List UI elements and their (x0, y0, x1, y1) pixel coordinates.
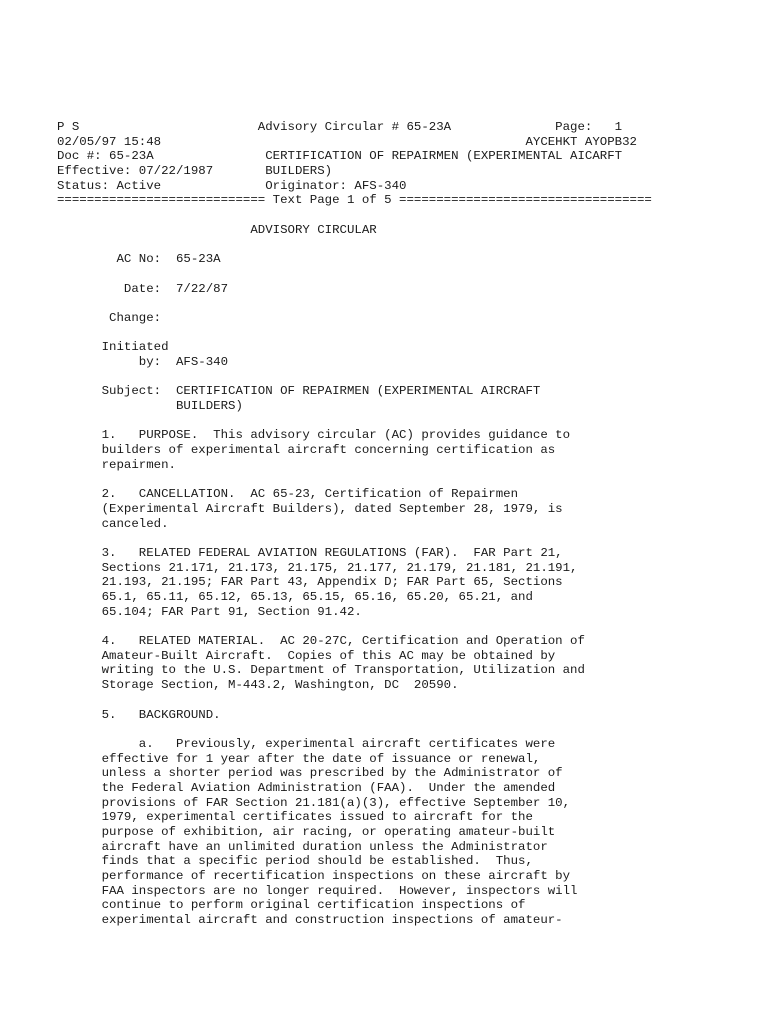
paragraph-line: 1979, experimental certificates issued to aircraft for the (57, 810, 533, 825)
paragraph-line: 21.193, 21.195; FAR Part 43, Appendix D; FAR Part 65, Sections (57, 575, 563, 590)
subject-field-continued: BUILDERS) (57, 399, 243, 414)
paragraph-line: 4. RELATED MATERIAL. AC 20-27C, Certification and Operation of (57, 634, 585, 649)
paragraph-line: FAA inspectors are no longer required. However, inspectors will (57, 883, 578, 898)
document-page (57, 120, 767, 928)
header-line: 02/05/97 15:48 AYCEHKT AYOPB32 (57, 134, 637, 149)
section-purpose (57, 428, 767, 472)
page-title: ADVISORY CIRCULAR (57, 222, 377, 237)
paragraph-line: repairmen. (57, 457, 176, 472)
paragraph-line: writing to the U.S. Department of Transportation, Utilization and (57, 663, 585, 678)
paragraph-line: purpose of exhibition, air racing, or operating amateur-built (57, 825, 556, 839)
paragraph-line: a. Previously, experimental aircraft certificates were (57, 736, 556, 751)
ac-number-field: AC No: 65-23A (57, 252, 221, 267)
paragraph-line: 3. RELATED FEDERAL AVIATION REGULATIONS (FAR). FAR Part 21, (57, 545, 563, 560)
paragraph-line: the Federal Aviation Administration (FAA). Under the amended (57, 780, 556, 795)
paragraph-line: provisions of FAR Section 21.181(a)(3), effective September 10, (57, 795, 571, 810)
document-header (57, 120, 767, 208)
paragraph-line: aircraft have an unlimited duration unless the Administrator (57, 839, 548, 854)
header-line: Status: Active Originator: AFS-340 (57, 178, 407, 193)
initiated-by-field: by: AFS-340 (57, 355, 229, 369)
section-related-far (57, 546, 767, 619)
paragraph-line: continue to perform original certification inspections of (57, 898, 526, 913)
change-field: Change: (57, 310, 162, 325)
section-background-paragraph-a (57, 737, 767, 928)
paragraph-line: Amateur-Built Aircraft. Copies of this AC may be obtained by (57, 648, 556, 663)
paragraph-line: builders of experimental aircraft concerning certification as (57, 443, 556, 458)
header-line: Effective: 07/22/1987 BUILDERS) (57, 164, 333, 179)
paragraph-line: 65.1, 65.11, 65.12, 65.13, 65.15, 65.16, 65.20, 65.21, and (57, 590, 533, 604)
subject-field: Subject: CERTIFICATION OF REPAIRMEN (EXPERIMENTAL AIRCRAFT (57, 384, 541, 399)
section-cancellation (57, 487, 767, 531)
paragraph-line: performance of recertification inspections on these aircraft by (57, 869, 571, 884)
paragraph-line: experimental aircraft and construction inspections of amateur- (57, 913, 563, 928)
paragraph-line: 65.104; FAR Part 91, Section 91.42. (57, 604, 362, 619)
paragraph-line: finds that a specific period should be established. Thus, (57, 854, 533, 869)
paragraph-line: unless a shorter period was prescribed by the Administrator of (57, 766, 563, 781)
date-field: Date: 7/22/87 (57, 281, 229, 296)
section-background-heading: 5. BACKGROUND. (57, 707, 221, 722)
paragraph-line: 2. CANCELLATION. AC 65-23, Certification of Repairmen (57, 487, 519, 502)
initiated-field: Initiated (57, 340, 169, 355)
paragraph-line: Sections 21.171, 21.173, 21.175, 21.177, 21.179, 21.181, 21.191, (57, 560, 578, 575)
header-line: Doc #: 65-23A CERTIFICATION OF REPAIRMEN (EXPERIMENTAL AICARFT (57, 149, 623, 164)
paragraph-line: effective for 1 year after the date of issuance or renewal, (57, 751, 541, 766)
paragraph-line: Storage Section, M-443.2, Washington, DC 20590. (57, 678, 459, 693)
paragraph-line: canceled. (57, 516, 169, 531)
page-separator: ============================ Text Page 1 of 5 ================================== (57, 193, 652, 208)
section-related-material (57, 634, 767, 693)
paragraph-line: (Experimental Aircraft Builders), dated September 28, 1979, is (57, 501, 563, 516)
paragraph-line: 1. PURPOSE. This advisory circular (AC) provides guidance to (57, 428, 571, 443)
header-line: P S Advisory Circular # 65-23A Page: 1 (57, 120, 623, 134)
